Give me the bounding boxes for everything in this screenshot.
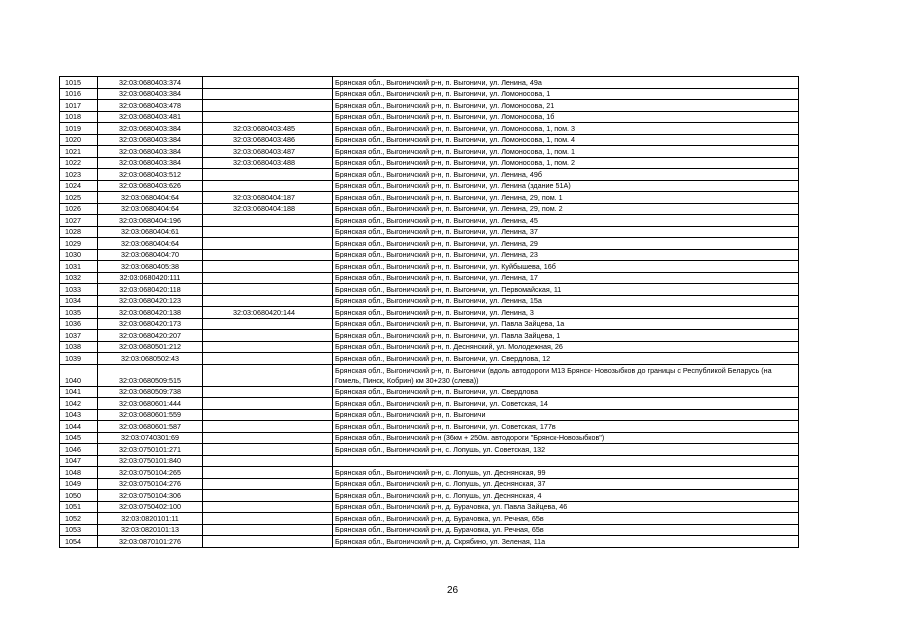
- row-number-cell: 1025: [60, 192, 98, 204]
- cadastral-number-cell: 32:03:0680601:444: [98, 398, 203, 410]
- address-cell: Брянская обл., Выгоничский р-н, п. Выгоничи, ул. Свердлова: [333, 386, 799, 398]
- table-row: [60, 77, 799, 89]
- linked-cadastral-number-cell: 32:03:0680403:485: [203, 123, 333, 135]
- address-cell: Брянская обл., Выгоничский р-н, п. Выгоничи, ул. Ломоносова, 1, пом. 1: [333, 146, 799, 158]
- address-cell: Брянская обл., Выгоничский р-н, п. Выгоничи, ул. Ломоносова, 1: [333, 88, 799, 100]
- linked-cadastral-number-cell: [203, 536, 333, 548]
- row-number-cell: 1026: [60, 203, 98, 215]
- cadastral-number-cell: 32:03:0680420:123: [98, 295, 203, 307]
- linked-cadastral-number-cell: [203, 409, 333, 421]
- address-cell: Брянская обл., Выгоничский р-н, п. Выгоничи, ул. Ленина, 17: [333, 272, 799, 284]
- row-number-cell: 1048: [60, 467, 98, 479]
- cadastral-number-cell: 32:03:0820101:13: [98, 524, 203, 536]
- cadastral-number-cell: 32:03:0680403:384: [98, 157, 203, 169]
- row-number-cell: 1041: [60, 386, 98, 398]
- table-row: [60, 318, 799, 330]
- cadastral-number-cell: 32:03:0680403:384: [98, 134, 203, 146]
- cadastral-number-cell: 32:03:0680509:738: [98, 386, 203, 398]
- row-number-cell: 1031: [60, 261, 98, 273]
- row-number-cell: 1043: [60, 409, 98, 421]
- row-number-cell: 1028: [60, 226, 98, 238]
- row-number-cell: 1035: [60, 307, 98, 319]
- address-cell: Брянская обл., Выгоничский р-н, д. Бурачовка, ул. Павла Зайцева, 46: [333, 501, 799, 513]
- cadastral-number-cell: 32:03:0680404:61: [98, 226, 203, 238]
- cadastral-number-cell: 32:03:0820101:11: [98, 513, 203, 525]
- table-row: [60, 146, 799, 158]
- linked-cadastral-number-cell: [203, 226, 333, 238]
- row-number-cell: 1023: [60, 169, 98, 181]
- row-number-cell: 1022: [60, 157, 98, 169]
- linked-cadastral-number-cell: [203, 249, 333, 261]
- cadastral-number-cell: 32:03:0680404:64: [98, 203, 203, 215]
- row-number-cell: 1024: [60, 180, 98, 192]
- table-row: [60, 455, 799, 467]
- row-number-cell: 1019: [60, 123, 98, 135]
- registry-table: [59, 76, 799, 548]
- linked-cadastral-number-cell: [203, 215, 333, 227]
- address-cell: Брянская обл., Выгоничский р-н, п. Выгоничи, ул. Ленина, 49б: [333, 169, 799, 181]
- cadastral-number-cell: 32:03:0680403:374: [98, 77, 203, 89]
- table-row: [60, 432, 799, 444]
- row-number-cell: 1046: [60, 444, 98, 456]
- cadastral-number-cell: 32:03:0680501:212: [98, 341, 203, 353]
- address-cell: Брянская обл., Выгоничский р-н, д. Бурачовка, ул. Речная, 65в: [333, 513, 799, 525]
- row-number-cell: 1033: [60, 284, 98, 296]
- address-cell: Брянская обл., Выгоничский р-н, п. Выгоничи, ул. Советская, 14: [333, 398, 799, 410]
- linked-cadastral-number-cell: 32:03:0680420:144: [203, 307, 333, 319]
- table-row: [60, 501, 799, 513]
- row-number-cell: 1052: [60, 513, 98, 525]
- linked-cadastral-number-cell: [203, 169, 333, 181]
- address-cell: Брянская обл., Выгоничский р-н, п. Выгоничи, ул. Ленина, 23: [333, 249, 799, 261]
- row-number-cell: 1040: [60, 364, 98, 386]
- cadastral-number-cell: 32:03:0750402:100: [98, 501, 203, 513]
- table-row: [60, 307, 799, 319]
- row-number-cell: 1053: [60, 524, 98, 536]
- address-cell: Брянская обл., Выгоничский р-н, п. Выгоничи, ул. Ломоносова, 1б: [333, 111, 799, 123]
- table-row: [60, 409, 799, 421]
- linked-cadastral-number-cell: [203, 111, 333, 123]
- table-row: [60, 490, 799, 502]
- address-cell: Брянская обл., Выгоничский р-н, д. Скрябино, ул. Зеленая, 11а: [333, 536, 799, 548]
- table-row: [60, 169, 799, 181]
- table-row: [60, 284, 799, 296]
- row-number-cell: 1021: [60, 146, 98, 158]
- address-cell: [333, 455, 799, 467]
- address-cell: Брянская обл., Выгоничский р-н, п. Выгоничи, ул. Куйбышева, 16б: [333, 261, 799, 273]
- linked-cadastral-number-cell: [203, 478, 333, 490]
- address-cell: Брянская обл., Выгоничский р-н, п. Деснянский, ул. Молодежная, 26: [333, 341, 799, 353]
- row-number-cell: 1050: [60, 490, 98, 502]
- table-row: [60, 157, 799, 169]
- row-number-cell: 1016: [60, 88, 98, 100]
- address-cell: Брянская обл., Выгоничский р-н, с. Лопушь, ул. Деснянская, 37: [333, 478, 799, 490]
- cadastral-number-cell: 32:03:0680420:173: [98, 318, 203, 330]
- linked-cadastral-number-cell: 32:03:0680404:187: [203, 192, 333, 204]
- linked-cadastral-number-cell: [203, 318, 333, 330]
- linked-cadastral-number-cell: [203, 100, 333, 112]
- linked-cadastral-number-cell: 32:03:0680404:188: [203, 203, 333, 215]
- address-cell: Брянская обл., Выгоничский р-н, п. Выгоничи: [333, 409, 799, 421]
- linked-cadastral-number-cell: [203, 501, 333, 513]
- table-row: [60, 421, 799, 433]
- linked-cadastral-number-cell: [203, 467, 333, 479]
- address-cell: Брянская обл., Выгоничский р-н, п. Выгоничи, ул. Ломоносова, 1, пом. 4: [333, 134, 799, 146]
- table-row: [60, 215, 799, 227]
- address-cell: Брянская обл., Выгоничский р-н, с. Лопушь, ул. Советская, 132: [333, 444, 799, 456]
- cadastral-number-cell: 32:03:0680403:384: [98, 88, 203, 100]
- address-cell: Брянская обл., Выгоничский р-н, п. Выгоничи, ул. Ломоносова, 1, пом. 3: [333, 123, 799, 135]
- table-row: [60, 295, 799, 307]
- linked-cadastral-number-cell: [203, 386, 333, 398]
- address-cell: Брянская обл., Выгоничский р-н, п. Выгоничи, ул. Ломоносова, 1, пом. 2: [333, 157, 799, 169]
- row-number-cell: 1038: [60, 341, 98, 353]
- linked-cadastral-number-cell: [203, 513, 333, 525]
- cadastral-number-cell: 32:03:0680601:587: [98, 421, 203, 433]
- cadastral-number-cell: 32:03:0680502:43: [98, 353, 203, 365]
- cadastral-number-cell: 32:03:0870101:276: [98, 536, 203, 548]
- cadastral-number-cell: 32:03:0680404:70: [98, 249, 203, 261]
- cadastral-number-cell: 32:03:0750104:276: [98, 478, 203, 490]
- table-row: [60, 134, 799, 146]
- cadastral-number-cell: 32:03:0680420:111: [98, 272, 203, 284]
- row-number-cell: 1039: [60, 353, 98, 365]
- linked-cadastral-number-cell: [203, 421, 333, 433]
- table-row: [60, 192, 799, 204]
- registry-table-body: [60, 77, 799, 548]
- cadastral-number-cell: 32:03:0680403:384: [98, 146, 203, 158]
- table-row: [60, 226, 799, 238]
- cadastral-number-cell: 32:03:0680403:384: [98, 123, 203, 135]
- linked-cadastral-number-cell: 32:03:0680403:488: [203, 157, 333, 169]
- linked-cadastral-number-cell: [203, 524, 333, 536]
- linked-cadastral-number-cell: [203, 330, 333, 342]
- linked-cadastral-number-cell: [203, 364, 333, 386]
- table-row: [60, 513, 799, 525]
- linked-cadastral-number-cell: [203, 398, 333, 410]
- cadastral-number-cell: 32:03:0680404:64: [98, 238, 203, 250]
- linked-cadastral-number-cell: 32:03:0680403:487: [203, 146, 333, 158]
- row-number-cell: 1020: [60, 134, 98, 146]
- address-cell: Брянская обл., Выгоничский р-н, с. Лопушь, ул. Деснянская, 4: [333, 490, 799, 502]
- linked-cadastral-number-cell: [203, 261, 333, 273]
- cadastral-number-cell: 32:03:0680405:38: [98, 261, 203, 273]
- row-number-cell: 1027: [60, 215, 98, 227]
- cadastral-number-cell: 32:03:0750104:306: [98, 490, 203, 502]
- table-row: [60, 203, 799, 215]
- address-cell: Брянская обл., Выгоничский р-н, п. Выгоничи, ул. Ленина (здание 51А): [333, 180, 799, 192]
- address-cell: Брянская обл., Выгоничский р-н, п. Выгоничи, ул. Ленина, 37: [333, 226, 799, 238]
- address-cell: Брянская обл., Выгоничский р-н, п. Выгоничи, ул. Павла Зайцева, 1: [333, 330, 799, 342]
- linked-cadastral-number-cell: [203, 77, 333, 89]
- cadastral-number-cell: 32:03:0680403:626: [98, 180, 203, 192]
- cadastral-number-cell: 32:03:0750101:840: [98, 455, 203, 467]
- row-number-cell: 1017: [60, 100, 98, 112]
- table-row: [60, 353, 799, 365]
- table-row: [60, 238, 799, 250]
- linked-cadastral-number-cell: [203, 353, 333, 365]
- row-number-cell: 1045: [60, 432, 98, 444]
- cadastral-number-cell: 32:03:0680601:559: [98, 409, 203, 421]
- linked-cadastral-number-cell: [203, 284, 333, 296]
- row-number-cell: 1032: [60, 272, 98, 284]
- cadastral-number-cell: 32:03:0680420:118: [98, 284, 203, 296]
- cadastral-number-cell: 32:03:0680509:515: [98, 364, 203, 386]
- row-number-cell: 1044: [60, 421, 98, 433]
- table-row: [60, 88, 799, 100]
- row-number-cell: 1049: [60, 478, 98, 490]
- cadastral-number-cell: 32:03:0680420:207: [98, 330, 203, 342]
- table-row: [60, 261, 799, 273]
- address-cell: Брянская обл., Выгоничский р-н, п. Выгоничи, ул. Советская, 177в: [333, 421, 799, 433]
- row-number-cell: 1029: [60, 238, 98, 250]
- row-number-cell: 1030: [60, 249, 98, 261]
- row-number-cell: 1047: [60, 455, 98, 467]
- linked-cadastral-number-cell: [203, 432, 333, 444]
- linked-cadastral-number-cell: [203, 238, 333, 250]
- cadastral-number-cell: 32:03:0750101:271: [98, 444, 203, 456]
- address-cell: Брянская обл., Выгоничский р-н, п. Выгоничи (вдоль автодороги М13 Брянск- Новозыбков до границы с Республикой Беларусь (на Гомель, Пинск, Кобрин) км 30+230 (слева)): [333, 364, 799, 386]
- linked-cadastral-number-cell: [203, 88, 333, 100]
- linked-cadastral-number-cell: [203, 295, 333, 307]
- table-row: [60, 386, 799, 398]
- linked-cadastral-number-cell: [203, 341, 333, 353]
- row-number-cell: 1018: [60, 111, 98, 123]
- cadastral-number-cell: 32:03:0680404:196: [98, 215, 203, 227]
- page-number: 26: [446, 585, 459, 596]
- cadastral-number-cell: 32:03:0680403:512: [98, 169, 203, 181]
- linked-cadastral-number-cell: [203, 272, 333, 284]
- table-row: [60, 249, 799, 261]
- cadastral-number-cell: 32:03:0740301:69: [98, 432, 203, 444]
- table-row: [60, 180, 799, 192]
- table-row: [60, 341, 799, 353]
- address-cell: Брянская обл., Выгоничский р-н, п. Выгоничи, ул. Ленина, 3: [333, 307, 799, 319]
- cadastral-number-cell: 32:03:0680404:64: [98, 192, 203, 204]
- table-row: [60, 536, 799, 548]
- table-row: [60, 444, 799, 456]
- address-cell: Брянская обл., Выгоничский р-н, п. Выгоничи, ул. Ленина, 29, пом. 1: [333, 192, 799, 204]
- table-row: [60, 123, 799, 135]
- table-row: [60, 100, 799, 112]
- address-cell: Брянская обл., Выгоничский р-н, п. Выгоничи, ул. Ленина, 15а: [333, 295, 799, 307]
- table-row: [60, 111, 799, 123]
- address-cell: Брянская обл., Выгоничский р-н, п. Выгоничи, ул. Ленина, 45: [333, 215, 799, 227]
- table-row: [60, 398, 799, 410]
- linked-cadastral-number-cell: [203, 455, 333, 467]
- table-row: [60, 330, 799, 342]
- cadastral-number-cell: 32:03:0680420:138: [98, 307, 203, 319]
- address-cell: Брянская обл., Выгоничский р-н, п. Выгоничи, ул. Ленина, 29, пом. 2: [333, 203, 799, 215]
- cadastral-number-cell: 32:03:0750104:265: [98, 467, 203, 479]
- address-cell: Брянская обл., Выгоничский р-н, с. Лопушь, ул. Деснянская, 99: [333, 467, 799, 479]
- table-row: [60, 272, 799, 284]
- linked-cadastral-number-cell: [203, 490, 333, 502]
- address-cell: Брянская обл., Выгоничский р-н, д. Бурачовка, ул. Речная, 65в: [333, 524, 799, 536]
- address-cell: Брянская обл., Выгоничский р-н, п. Выгоничи, ул. Свердлова, 12: [333, 353, 799, 365]
- address-cell: Брянская обл., Выгоничский р-н, п. Выгоничи, ул. Ленина, 49а: [333, 77, 799, 89]
- address-cell: Брянская обл., Выгоничский р-н, п. Выгоничи, ул. Первомайская, 11: [333, 284, 799, 296]
- address-cell: Брянская обл., Выгоничский р-н, п. Выгоничи, ул. Павла Зайцева, 1а: [333, 318, 799, 330]
- row-number-cell: 1054: [60, 536, 98, 548]
- table-row: [60, 467, 799, 479]
- address-cell: Брянская обл., Выгоничский р-н, п. Выгоничи, ул. Ломоносова, 21: [333, 100, 799, 112]
- row-number-cell: 1042: [60, 398, 98, 410]
- linked-cadastral-number-cell: [203, 444, 333, 456]
- linked-cadastral-number-cell: [203, 180, 333, 192]
- cadastral-number-cell: 32:03:0680403:481: [98, 111, 203, 123]
- table-row: [60, 364, 799, 386]
- address-cell: Брянская обл., Выгоничский р-н (36км + 250м. автодороги "Брянск-Новозыбков"): [333, 432, 799, 444]
- row-number-cell: 1036: [60, 318, 98, 330]
- table-row: [60, 478, 799, 490]
- row-number-cell: 1037: [60, 330, 98, 342]
- address-cell: Брянская обл., Выгоничский р-н, п. Выгоничи, ул. Ленина, 29: [333, 238, 799, 250]
- row-number-cell: 1034: [60, 295, 98, 307]
- cadastral-number-cell: 32:03:0680403:478: [98, 100, 203, 112]
- table-row: [60, 524, 799, 536]
- row-number-cell: 1051: [60, 501, 98, 513]
- row-number-cell: 1015: [60, 77, 98, 89]
- linked-cadastral-number-cell: 32:03:0680403:486: [203, 134, 333, 146]
